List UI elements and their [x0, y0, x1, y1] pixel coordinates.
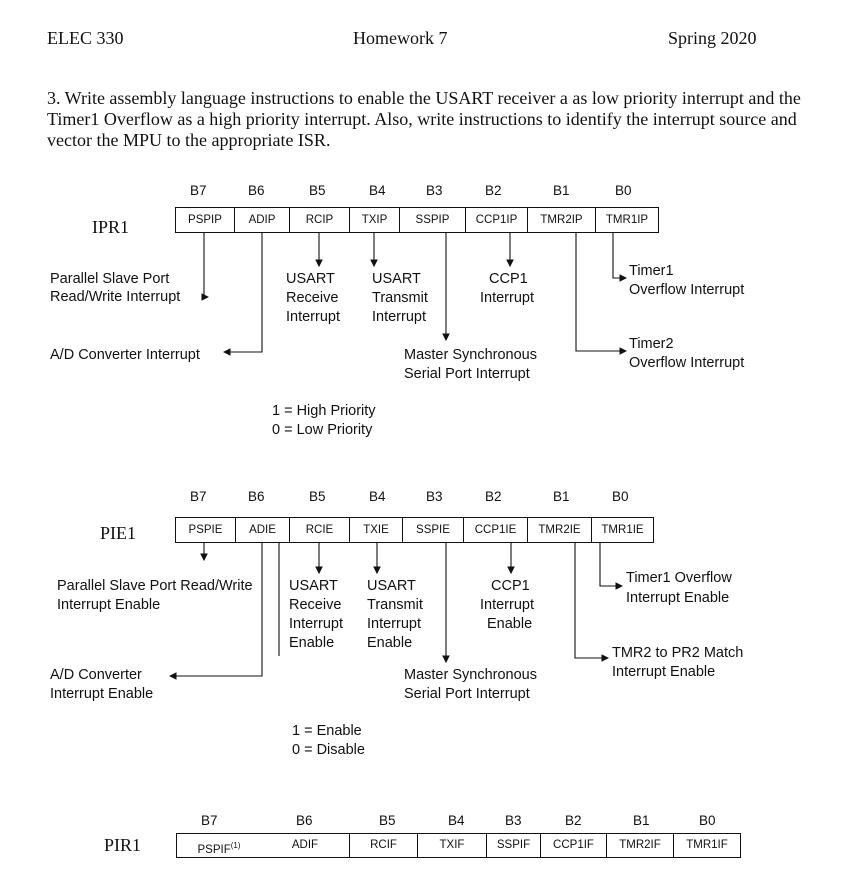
ipr1-label-psp-line1: Parallel Slave Port — [50, 271, 170, 287]
pir1-bit-b5: B5 — [379, 813, 396, 828]
pir1-footnote-mark: (1) — [230, 841, 241, 850]
pie1-bit-b2: B2 — [485, 489, 502, 504]
pie1-label-rc-line2: Receive — [289, 597, 342, 613]
ipr1-bit-b5: B5 — [309, 183, 326, 198]
pir1-bit-b4: B4 — [448, 813, 465, 828]
pir1-cell-txif: TXIF — [417, 833, 486, 858]
pie1-bit-b3: B3 — [426, 489, 443, 504]
pie1-cell-sspie: SSPIE — [402, 517, 463, 543]
pir1-cell-sspif: SSPIF — [486, 833, 540, 858]
pie1-label-tx-line3: Interrupt — [367, 616, 421, 632]
ipr1-bit-b4: B4 — [369, 183, 386, 198]
ipr1-cell-sspip: SSPIP — [399, 207, 465, 233]
pie1-bit-b6: B6 — [248, 489, 265, 504]
ipr1-cell-pspip: PSPIP — [175, 207, 234, 233]
pie1-cell-tmr2ie: TMR2IE — [527, 517, 591, 543]
pir1-cell-ccp1if: CCP1IF — [540, 833, 606, 858]
pir1-bit-b2: B2 — [565, 813, 582, 828]
ipr1-label-ssp-line1: Master Synchronous — [404, 347, 537, 363]
ipr1-label-ad: A/D Converter Interrupt — [50, 347, 200, 363]
ipr1-label-timer2-line1: Timer2 — [629, 336, 674, 352]
ipr1-cell-rcip: RCIP — [289, 207, 349, 233]
pir1-cell-rcif: RCIF — [349, 833, 417, 858]
ipr1-bit-b7: B7 — [190, 183, 207, 198]
pir1-cell-pspif-label: PSPIF — [197, 843, 231, 856]
ipr1-legend-high: 1 = High Priority — [272, 403, 376, 419]
pir1-cell-adif: ADIF — [261, 833, 349, 858]
ipr1-cell-adip: ADIP — [234, 207, 289, 233]
pie1-cell-adie: ADIE — [235, 517, 289, 543]
pie1-label-rc-line4: Enable — [289, 635, 335, 651]
pie1-legend-disable: 0 = Disable — [292, 742, 365, 758]
pie1-bit-b1: B1 — [553, 489, 570, 504]
ipr1-label-timer1-line1: Timer1 — [629, 263, 674, 279]
pie1-cell-ccp1ie: CCP1IE — [463, 517, 527, 543]
pie1-label-ccp-line1: CCP1 — [491, 578, 530, 594]
ipr1-label-psp-line2: Read/Write Interrupt — [50, 289, 181, 305]
ipr1-cell-tmr1ip: TMR1IP — [595, 207, 659, 233]
ipr1-bit-b0: B0 — [615, 183, 632, 198]
pie1-label-ccp-line2: Interrupt — [480, 597, 534, 613]
ipr1-label-ccp-line1: CCP1 — [489, 271, 528, 287]
ipr1-cell-tmr2ip: TMR2IP — [527, 207, 595, 233]
pie1-label-tx-line2: Transmit — [367, 597, 423, 613]
pie1-bit-b5: B5 — [309, 489, 326, 504]
pie1-label-timer1-line1: Timer1 Overflow — [626, 570, 732, 586]
ipr1-label-rc-line2: Receive — [286, 290, 339, 306]
pie1-bit-b4: B4 — [369, 489, 386, 504]
course-code: ELEC 330 — [47, 28, 124, 48]
pie1-label-rc-line1: USART — [289, 578, 338, 594]
pie1-register-name: PIE1 — [100, 523, 136, 543]
pir1-cell-tmr1if: TMR1IF — [673, 833, 741, 858]
ipr1-bit-b6: B6 — [248, 183, 265, 198]
pie1-label-ad-line2: Interrupt Enable — [50, 686, 154, 702]
question-text: 3. Write assembly language instructions to enable the USART receiver a as low priority interrupt and the Timer1 Overflow as a high priority interrupt. Also, write instructions to identify the interrupt source and vector the MPU to the appropriate ISR. — [47, 88, 801, 150]
ipr1-cell-ccp1ip: CCP1IP — [465, 207, 527, 233]
term: Spring 2020 — [668, 28, 757, 48]
pie1-label-timer1-line2: Interrupt Enable — [626, 590, 730, 606]
ipr1-label-tx-line1: USART — [372, 271, 421, 287]
ipr1-legend-low: 0 = Low Priority — [272, 422, 373, 438]
pie1-legend-enable: 1 = Enable — [292, 723, 362, 739]
ipr1-label-ssp-line2: Serial Port Interrupt — [404, 366, 530, 382]
pie1-label-timer2-line1: TMR2 to PR2 Match — [612, 645, 744, 661]
ipr1-label-timer2-line2: Overflow Interrupt — [629, 355, 745, 371]
pie1-label-rc-line3: Interrupt — [289, 616, 343, 632]
pie1-label-psp-line1: Parallel Slave Port Read/Write — [57, 578, 253, 594]
pie1-cell-rcie: RCIE — [289, 517, 349, 543]
pir1-bit-b3: B3 — [505, 813, 522, 828]
pie1-label-ssp-line2: Serial Port Interrupt — [404, 686, 530, 702]
ipr1-cell-txip: TXIP — [349, 207, 399, 233]
ipr1-bit-b3: B3 — [426, 183, 443, 198]
pie1-cell-pspie: PSPIE — [175, 517, 235, 543]
pie1-label-tx-line4: Enable — [367, 635, 413, 651]
ipr1-bit-b1: B1 — [553, 183, 570, 198]
ipr1-label-tx-line2: Transmit — [372, 290, 428, 306]
ipr1-label-ccp-line2: Interrupt — [480, 290, 534, 306]
pie1-label-tx-line1: USART — [367, 578, 416, 594]
pir1-bit-b7: B7 — [201, 813, 218, 828]
pie1-label-timer2-line2: Interrupt Enable — [612, 664, 716, 680]
pir1-register-name: PIR1 — [104, 835, 142, 855]
pie1-label-ad-line1: A/D Converter — [50, 667, 142, 683]
ipr1-bit-b2: B2 — [485, 183, 502, 198]
pir1-bit-b6: B6 — [296, 813, 313, 828]
ipr1-label-rc-line1: USART — [286, 271, 335, 287]
pir1-cell-tmr2if: TMR2IF — [606, 833, 673, 858]
homework-title: Homework 7 — [353, 28, 448, 48]
ipr1-register-name: IPR1 — [92, 217, 130, 237]
pie1-bit-b7: B7 — [190, 489, 207, 504]
pie1-label-ccp-line3: Enable — [487, 616, 533, 632]
pie1-bit-b0: B0 — [612, 489, 629, 504]
pie1-cell-txie: TXIE — [349, 517, 402, 543]
ipr1-label-tx-line3: Interrupt — [372, 309, 426, 325]
pir1-bit-b1: B1 — [633, 813, 650, 828]
pie1-cell-tmr1ie: TMR1IE — [591, 517, 654, 543]
pir1-bit-b0: B0 — [699, 813, 716, 828]
pie1-label-psp-line2: Interrupt Enable — [57, 597, 161, 613]
ipr1-label-timer1-line2: Overflow Interrupt — [629, 282, 745, 298]
ipr1-label-rc-line3: Interrupt — [286, 309, 340, 325]
pie1-label-ssp-line1: Master Synchronous — [404, 667, 537, 683]
